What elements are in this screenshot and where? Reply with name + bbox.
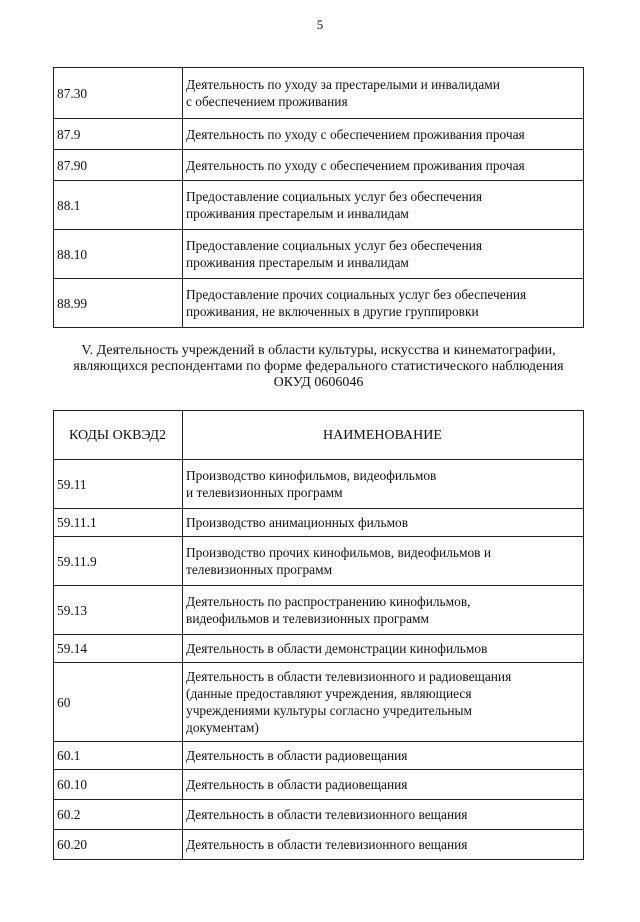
table-row — [54, 635, 584, 663]
table-row — [54, 800, 584, 830]
table-row — [54, 68, 584, 119]
okved-name: Деятельность по уходу с обеспечением проживания прочая — [183, 150, 584, 181]
okved-code: 59.11.9 — [54, 537, 183, 586]
okved-name: Деятельность по уходу с обеспечением проживания прочая — [183, 119, 584, 150]
page-number: 5 — [316, 17, 324, 32]
okved-name: Деятельность в области демонстрации кинофильмов — [183, 635, 584, 663]
okved-code: 87.30 — [54, 68, 183, 119]
okved-name: Деятельность в области телевизионного и радиовещания (данные предоставляют учреждения, являющиеся учреждениями культуры согласно учредительным документам) — [183, 663, 584, 742]
okved-table-social — [53, 67, 584, 328]
okved-name: Производство анимационных фильмов — [183, 509, 584, 537]
okved-name: Деятельность в области радиовещания — [183, 742, 584, 770]
table-row — [54, 742, 584, 770]
table-row — [54, 460, 584, 509]
table-row — [54, 279, 584, 328]
okved-name: Деятельность в области телевизионного вещания — [183, 830, 584, 860]
table-row — [54, 181, 584, 230]
okved-name: Производство прочих кинофильмов, видеофильмов и телевизионных программ — [183, 537, 584, 586]
okved-code: 59.13 — [54, 586, 183, 635]
okved-code: 59.11 — [54, 460, 183, 509]
table-row — [54, 119, 584, 150]
okved-code: 59.14 — [54, 635, 183, 663]
okved-code: 60.10 — [54, 770, 183, 800]
okved-code: 88.10 — [54, 230, 183, 279]
okved-name: Предоставление социальных услуг без обеспечения проживания престарелым и инвалидам — [183, 230, 584, 279]
column-header-code: КОДЫ ОКВЭД2 — [54, 411, 183, 460]
table-row — [54, 509, 584, 537]
section-heading: V. Деятельность учреждений в области культуры, искусства и кинематографии, являющихся респондентами по форме федерального статистического наблюдения ОКУД 0606046 — [73, 343, 564, 390]
okved-code: 60.1 — [54, 742, 183, 770]
okved-name: Деятельность в области телевизионного вещания — [183, 800, 584, 830]
okved-name: Деятельность по уходу за престарелыми и инвалидами с обеспечением проживания — [183, 68, 584, 119]
column-header-name: НАИМЕНОВАНИЕ — [183, 411, 584, 460]
table-row — [54, 586, 584, 635]
table-row — [54, 230, 584, 279]
okved-name: Деятельность в области радиовещания — [183, 770, 584, 800]
table-row — [54, 150, 584, 181]
okved-code: 88.1 — [54, 181, 183, 230]
okved-name: Предоставление социальных услуг без обеспечения проживания престарелым и инвалидам — [183, 181, 584, 230]
table-row — [54, 663, 584, 742]
okved-name: Предоставление прочих социальных услуг без обеспечения проживания, не включенных в другие группировки — [183, 279, 584, 328]
okved-code: 87.90 — [54, 150, 183, 181]
okved-name: Производство кинофильмов, видеофильмов и телевизионных программ — [183, 460, 584, 509]
table-header-row — [54, 411, 584, 460]
okved-code: 60 — [54, 663, 183, 742]
okved-code: 60.2 — [54, 800, 183, 830]
okved-code: 87.9 — [54, 119, 183, 150]
table-row — [54, 770, 584, 800]
table-row — [54, 537, 584, 586]
okved-name: Деятельность по распространению кинофильмов, видеофильмов и телевизионных программ — [183, 586, 584, 635]
okved-code: 60.20 — [54, 830, 183, 860]
okved-code: 88.99 — [54, 279, 183, 328]
table-row — [54, 830, 584, 860]
okved-code: 59.11.1 — [54, 509, 183, 537]
okved-table-culture — [53, 410, 584, 860]
